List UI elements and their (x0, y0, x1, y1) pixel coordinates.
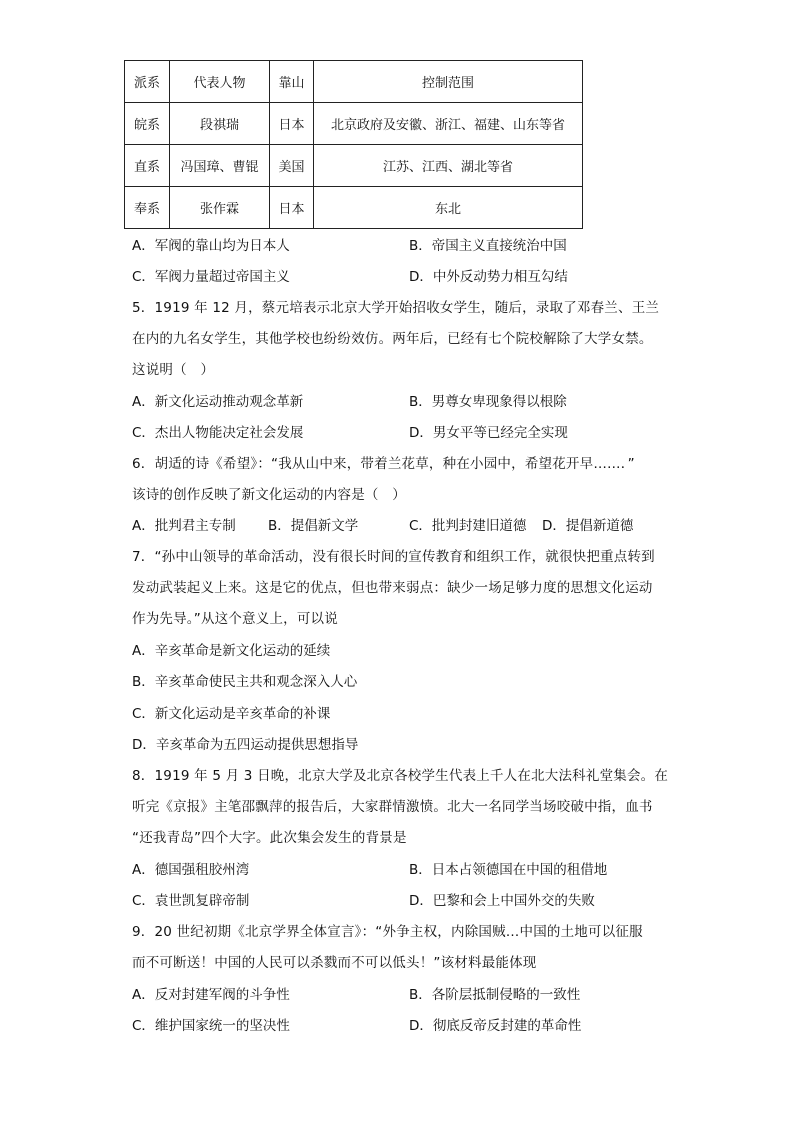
table-cell: 奉系 (125, 187, 170, 229)
option-c: C．批判封建旧道德 (409, 518, 527, 534)
table-cell: 段祺瑞 (170, 103, 270, 145)
option-b: B．各阶层抵制侵略的一致性 (409, 987, 581, 1003)
table-cell: 皖系 (125, 103, 170, 145)
option-d: D．男女平等已经完全实现 (409, 425, 568, 441)
question-7-stem: 作为先导。”从这个意义上，可以说 (132, 611, 338, 627)
option-d: D．巴黎和会上中国外交的失败 (409, 893, 595, 909)
option-a: A．辛亥革命是新文化运动的延续 (132, 643, 331, 659)
question-5-stem: 在内的九名女学生，其他学校也纷纷效仿。两年后，已经有七个院校解除了大学女禁。 (132, 331, 653, 347)
option-c: C．维护国家统一的坚决性 (132, 1018, 290, 1034)
option-a: A．军阀的靠山均为日本人 (132, 238, 290, 254)
option-b: B．男尊女卑现象得以根除 (409, 394, 567, 410)
option-c: C．军阀力量超过帝国主义 (132, 269, 290, 285)
option-b: B．辛亥革命使民主共和观念深入人心 (132, 674, 358, 690)
question-5-stem: 5．1919 年 12 月，蔡元培表示北京大学开始招收女学生，随后，录取了邓春兰、王兰 (132, 300, 660, 316)
option-b: B．日本占领德国在中国的租借地 (409, 862, 608, 878)
warlord-factions-table (124, 60, 583, 229)
option-a: A．新文化运动推动观念革新 (132, 394, 304, 410)
table-cell: 美国 (270, 145, 314, 187)
table-header-row (125, 61, 583, 103)
table-header-cell: 控制范围 (314, 61, 583, 103)
table-row (125, 145, 583, 187)
question-6-stem: 该诗的创作反映了新文化运动的内容是（ ） (132, 487, 406, 503)
question-7-stem: 发动武装起义上来。这是它的优点，但也带来弱点：缺少一场足够力度的思想文化运动 (132, 580, 653, 596)
table-cell: 冯国璋、曹锟 (170, 145, 270, 187)
option-a: A．德国强租胶州湾 (132, 862, 250, 878)
question-9-stem: 9．20 世纪初期《北京学界全体宣言》：“外争主权，内除国贼…中国的土地可以征服 (132, 924, 643, 940)
question-8-stem: 8．1919 年 5 月 3 日晚，北京大学及北京各校学生代表上千人在北大法科礼堂集会。在 (132, 768, 669, 784)
table-header-cell: 派系 (125, 61, 170, 103)
table-row (125, 103, 583, 145)
question-7-stem: 7．“孙中山领导的革命活动，没有很长时间的宣传教育和组织工作，就很快把重点转到 (132, 549, 655, 565)
option-c: C．新文化运动是辛亥革命的补课 (132, 706, 331, 722)
option-d: D．中外反动势力相互勾结 (409, 269, 568, 285)
table-row (125, 187, 583, 229)
option-a: A．反对封建军阀的斗争性 (132, 987, 290, 1003)
question-8-stem: 听完《京报》主笔邵飘萍的报告后，大家群情激愤。北大一名同学当场咬破中指，血书 (132, 799, 653, 815)
question-6-stem: 6．胡适的诗《希望》：“我从山中来，带着兰花草，种在小园中，希望花开早……．” (132, 456, 635, 472)
option-b: B．帝国主义直接统治中国 (409, 238, 567, 254)
table-cell: 江苏、江西、湖北等省 (314, 145, 583, 187)
question-5-stem: 这说明（ ） (132, 362, 215, 378)
table-header-cell: 靠山 (270, 61, 314, 103)
option-c: C．杰出人物能决定社会发展 (132, 425, 304, 441)
option-d: D．辛亥革命为五四运动提供思想指导 (132, 737, 359, 753)
table-cell: 张作霖 (170, 187, 270, 229)
table-cell: 北京政府及安徽、浙江、福建、山东等省 (314, 103, 583, 145)
table-cell: 直系 (125, 145, 170, 187)
question-8-stem: “还我青岛”四个大字。此次集会发生的背景是 (132, 830, 407, 846)
option-d: D．彻底反帝反封建的革命性 (409, 1018, 582, 1034)
option-c: C．袁世凯复辟帝制 (132, 893, 250, 909)
option-b: B．提倡新文学 (268, 518, 359, 534)
table-header-cell: 代表人物 (170, 61, 270, 103)
option-a: A．批判君主专制 (132, 518, 236, 534)
table-cell: 东北 (314, 187, 583, 229)
question-9-stem: 而不可断送！中国的人民可以杀戮而不可以低头！”该材料最能体现 (132, 955, 537, 971)
option-d: D．提倡新道德 (542, 518, 634, 534)
table-cell: 日本 (270, 187, 314, 229)
table-cell: 日本 (270, 103, 314, 145)
